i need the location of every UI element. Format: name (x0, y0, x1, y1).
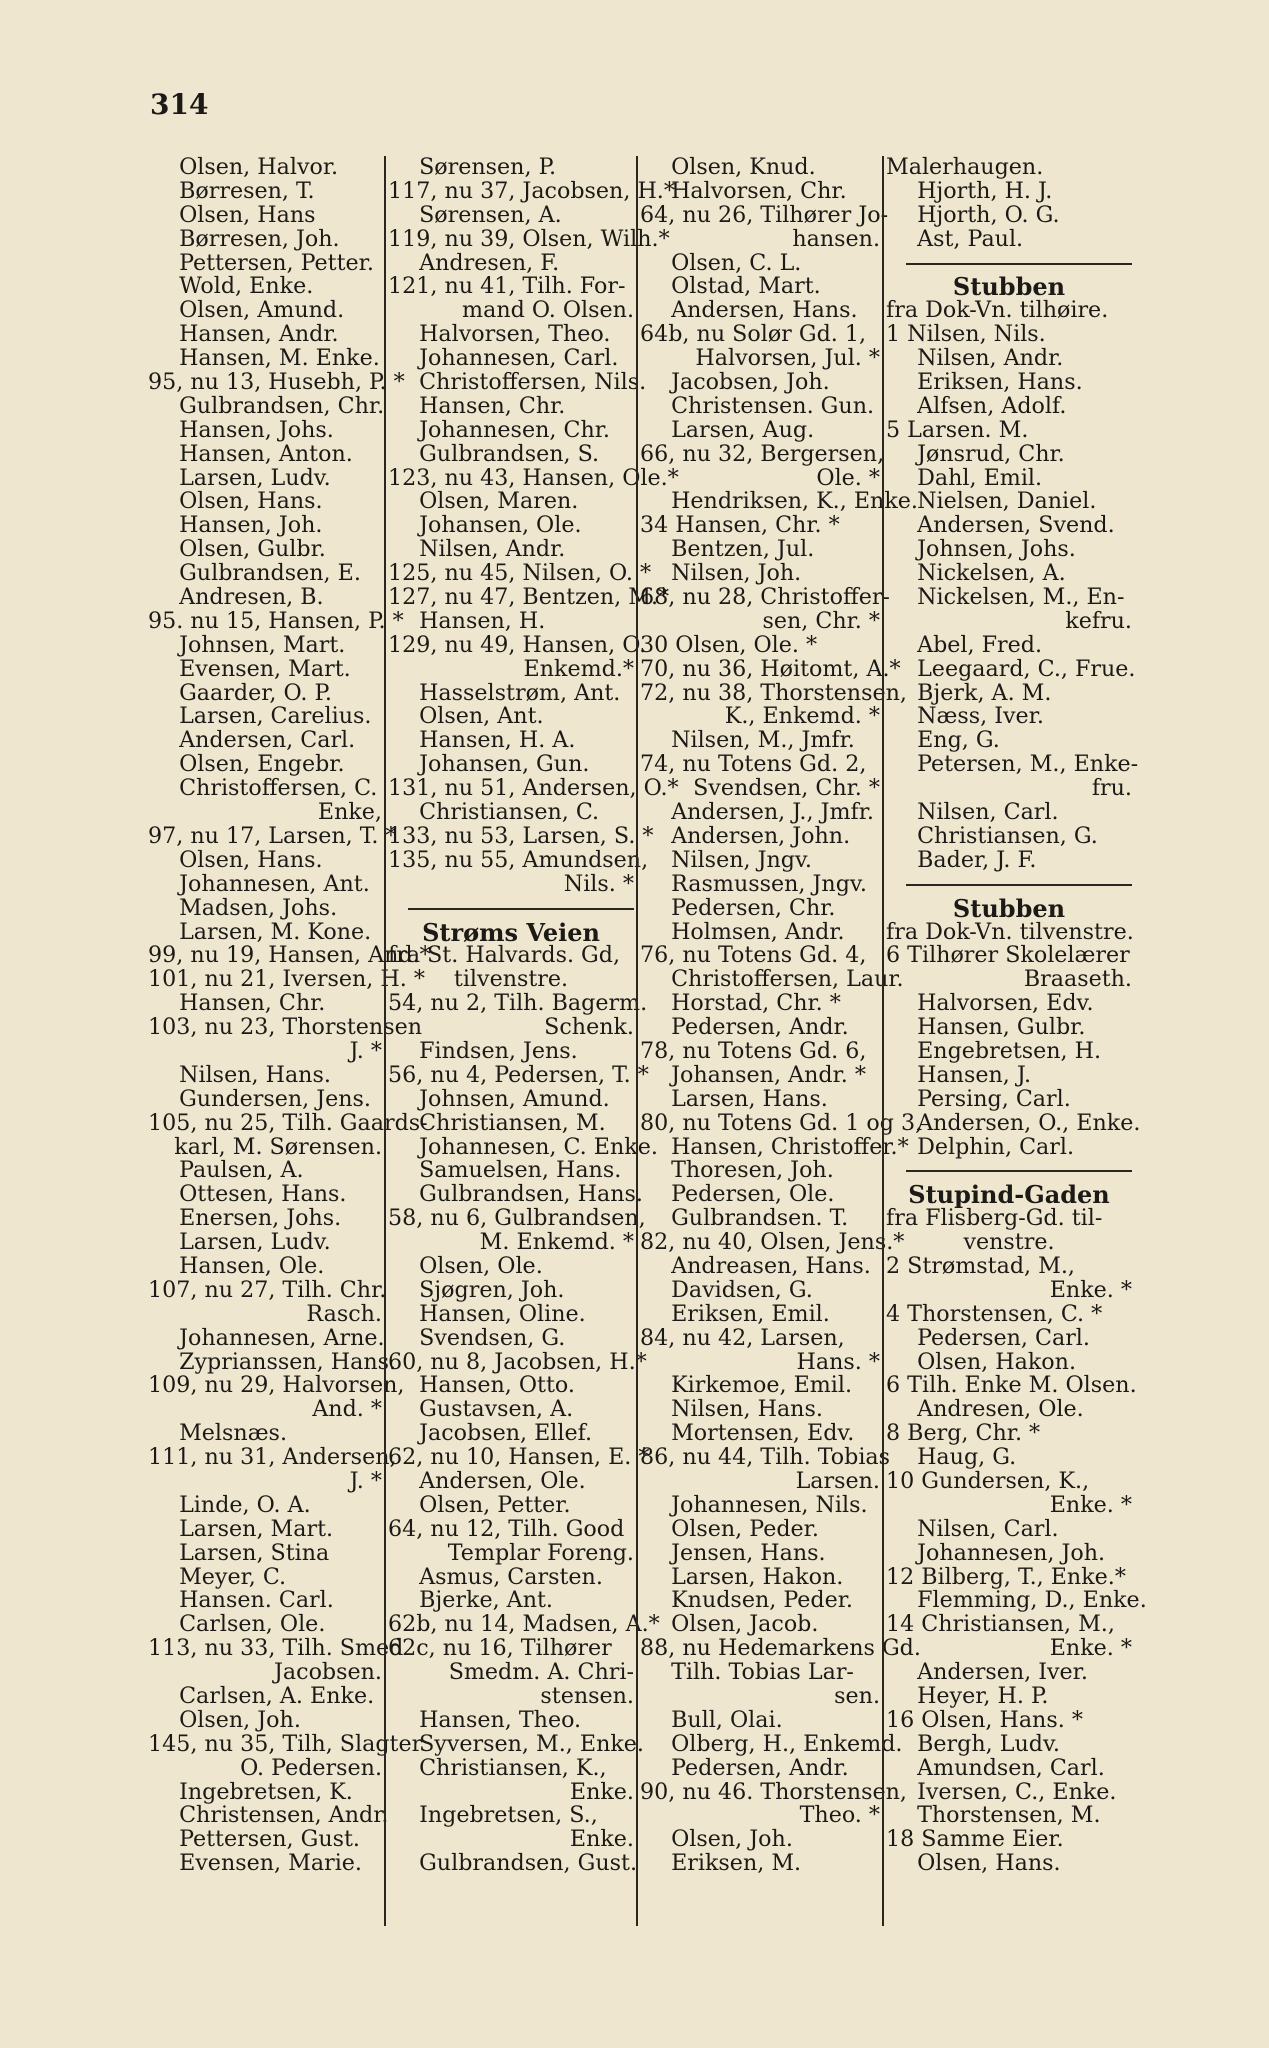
directory-line: 97, nu 17, Larsen, T. * (148, 822, 397, 849)
directory-line: Olsen, Hans (179, 201, 316, 228)
directory-line: Johannesen, Carl. (419, 345, 619, 372)
directory-line: Gulbrandsen, Chr. (179, 392, 385, 419)
directory-line: J. * (349, 1037, 382, 1064)
directory-line: Christoffersen, C. (179, 775, 378, 802)
directory-line: Johnsen, Amund. (419, 1085, 610, 1112)
directory-line: Nilsen, Joh. (671, 560, 802, 587)
directory-line: Bjerk, A. M. (917, 679, 1052, 706)
directory-line: Nilsen, M., Jmfr. (671, 727, 855, 754)
directory-line: sen, Chr. * (762, 607, 880, 634)
directory-line: Olsen, Maren. (419, 488, 579, 515)
directory-line: 127, nu 47, Bentzen, M.* (388, 584, 670, 611)
directory-line: 101, nu 21, Iversen, H. * (148, 966, 425, 993)
directory-line: 62b, nu 14, Madsen, A.* (388, 1611, 660, 1638)
directory-line: Johansen, Ole. (419, 512, 582, 539)
directory-line: Olsen, Amund. (179, 297, 345, 324)
directory-line: 10 Gundersen, K., (886, 1467, 1090, 1494)
directory-line: Hansen, J. (917, 1061, 1032, 1088)
directory-line: Horstad, Chr. * (671, 990, 841, 1017)
directory-line: Evensen, Marie. (179, 1850, 362, 1877)
directory-line: Olstad, Mart. (671, 273, 821, 300)
directory-line: Olsen, Engebr. (179, 751, 345, 778)
directory-line: Johansen, Gun. (419, 751, 590, 778)
directory-line: Enke. (569, 1826, 634, 1853)
directory-line: 109, nu 29, Halvorsen, (148, 1372, 405, 1399)
directory-line: 90, nu 46. Thorstensen, (640, 1778, 907, 1805)
directory-line: Johannesen, Chr. (419, 416, 610, 443)
directory-line: Halvorsen, Jul. * (695, 345, 880, 372)
directory-line: Melsnæs. (179, 1420, 287, 1447)
directory-line: Hansen, Otto. (419, 1372, 575, 1399)
street-heading: Stubben (952, 272, 1066, 302)
directory-line: Hjorth, H. J. (917, 177, 1053, 204)
directory-line: 117, nu 37, Jacobsen, H.* (388, 177, 675, 204)
directory-line: Jacobsen. (274, 1659, 382, 1686)
directory-line: mand O. Olsen. (462, 297, 634, 324)
directory-line: Rasmussen, Jngv. (671, 870, 867, 897)
directory-line: Hansen, H. A. (419, 727, 576, 754)
directory-line: tilvenstre. (453, 966, 569, 993)
directory-line: Børresen, T. (179, 177, 315, 204)
directory-line: Hjorth, O. G. (917, 201, 1060, 228)
directory-line: Olberg, H., Enkemd. (671, 1730, 903, 1757)
directory-line: Hansen, Anton. (179, 440, 353, 467)
directory-line: Nils. * (563, 870, 634, 897)
directory-line: Olsen, C. L. (671, 249, 802, 276)
directory-line: 76, nu Totens Gd. 4, (640, 942, 867, 969)
directory-line: 88, nu Hedemarkens Gd. (640, 1635, 921, 1662)
directory-line: 64, nu 12, Tilh. Good (388, 1515, 625, 1542)
directory-line: 107, nu 27, Tilh. Chr. (148, 1276, 387, 1303)
directory-line: Bergh, Ludv. (917, 1730, 1060, 1757)
directory-column-2 (388, 154, 679, 1877)
directory-line: Gaarder, O. P. (179, 679, 332, 706)
directory-line: 62, nu 10, Hansen, E. * (388, 1444, 650, 1471)
directory-line: Enkemd.* (523, 655, 634, 682)
directory-line: 121, nu 41, Tilh. For- (388, 273, 626, 300)
directory-line: 129, nu 49, Hansen, O. (388, 631, 647, 658)
directory-line: Christiansen, M. (419, 1109, 606, 1136)
directory-line: 54, nu 2, Tilh. Bagerm. (388, 990, 648, 1017)
directory-line: Sjøgren, Joh. (419, 1276, 565, 1303)
directory-line: Hansen, Oline. (419, 1300, 586, 1327)
street-heading: Stupind-Gaden (908, 1180, 1110, 1210)
directory-line: Hansen, M. Enke. (179, 345, 380, 372)
directory-line: Kirkemoe, Emil. (671, 1372, 853, 1399)
directory-line: Persing, Carl. (917, 1085, 1071, 1112)
directory-line: Enke. (569, 1778, 634, 1805)
directory-line: Nielsen, Daniel. (917, 488, 1097, 515)
directory-line: Enke. * (1049, 1491, 1132, 1518)
directory-line: Gulbrandsen, Hans. (419, 1181, 643, 1208)
directory-line: 58, nu 6, Gulbrandsen, (388, 1205, 646, 1232)
directory-line: Eng, G. (917, 727, 1000, 754)
directory-line: Sørensen, P. (419, 154, 557, 180)
directory-line: Gundersen, Jens. (179, 1085, 371, 1112)
directory-column-1 (148, 154, 431, 1877)
directory-line: Ottesen, Hans. (179, 1181, 347, 1208)
directory-line: Andreasen, Hans. (671, 1252, 871, 1279)
directory-line: Hansen, H. (419, 607, 546, 634)
directory-line: Næss, Iver. (917, 703, 1044, 730)
directory-line: Larsen, Hakon. (671, 1563, 844, 1590)
directory-line: Iversen, C., Enke. (917, 1778, 1117, 1805)
directory-line: Gulbrandsen, E. (179, 560, 361, 587)
directory-line: Amundsen, Carl. (917, 1754, 1105, 1781)
directory-line: Bentzen, Jul. (671, 536, 815, 563)
section-rule (886, 1159, 1132, 1183)
directory-line: Pettersen, Petter. (179, 249, 374, 276)
directory-line: 84, nu 42, Larsen, (640, 1324, 845, 1351)
directory-line: 64b, nu Solør Gd. 1, (640, 321, 867, 348)
directory-line: hansen. (792, 225, 880, 252)
directory-line: Templar Foreng. (447, 1539, 634, 1566)
directory-line: 135, nu 55, Amundsen, (388, 846, 649, 873)
directory-line: Svendsen, Chr. * (693, 775, 880, 802)
directory-line: 30 Olsen, Ole. * (640, 631, 818, 658)
directory-line: fra Flisberg-Gd. til- (886, 1205, 1103, 1232)
section-rule (886, 873, 1132, 897)
directory-line: Larsen, Stina (179, 1539, 330, 1566)
directory-line: Andresen, Ole. (917, 1396, 1084, 1423)
directory-line: 8 Berg, Chr. * (886, 1420, 1041, 1447)
directory-line: Andersen, O., Enke. (917, 1109, 1141, 1136)
directory-line: Hendriksen, K., Enke. (671, 488, 918, 515)
directory-line: 80, nu Totens Gd. 1 og 3, (640, 1109, 923, 1136)
directory-line: Hans. * (796, 1348, 880, 1375)
directory-line: Samuelsen, Hans. (419, 1157, 622, 1184)
section-rule (886, 252, 1132, 276)
directory-line: Nickelsen, A. (917, 560, 1066, 587)
directory-line: Wold, Enke. (179, 273, 314, 300)
directory-line: 14 Christiansen, M., (886, 1611, 1115, 1638)
directory-line: Larsen, Ludv. (179, 464, 331, 491)
directory-line: 16 Olsen, Hans. * (886, 1706, 1083, 1733)
directory-line: Christoffersen, Laur. (671, 966, 904, 993)
directory-line: Johnsen, Mart. (179, 631, 346, 658)
directory-line: Leegaard, C., Frue. (917, 655, 1136, 682)
directory-line: Olsen, Gulbr. (179, 536, 326, 563)
directory-line: Johannesen, Ant. (179, 870, 370, 897)
directory-line: Petersen, M., Enke- (917, 751, 1139, 778)
directory-line: Enke. * (1049, 1635, 1132, 1662)
street-heading: Strøms Veien (422, 917, 600, 947)
directory-line: Andersen, Hans. (671, 297, 858, 324)
directory-line: Asmus, Carsten. (419, 1563, 603, 1590)
directory-line: Pedersen, Andr. (671, 1754, 849, 1781)
directory-line: Enersen, Johs. (179, 1205, 342, 1232)
directory-line: 86, nu 44, Tilh. Tobias (640, 1444, 891, 1471)
directory-line: Meyer, C. (179, 1563, 287, 1590)
directory-line: Olsen, Hans. (179, 488, 323, 515)
directory-line: 119, nu 39, Olsen, Wilh.* (388, 225, 670, 252)
directory-line: Thorstensen, M. (917, 1802, 1101, 1829)
directory-line: Hansen, Chr. (419, 392, 566, 419)
directory-line: Olsen, Jacob. (671, 1611, 819, 1638)
directory-line: Nilsen, Andr. (419, 536, 566, 563)
directory-line: 95. nu 15, Hansen, P. * (148, 607, 404, 634)
directory-line: Christiansen, K., (419, 1754, 607, 1781)
directory-line: Johannesen, Nils. (671, 1491, 868, 1518)
directory-line: Braaseth. (1023, 966, 1132, 993)
directory-line: Carlsen, Ole. (179, 1611, 326, 1638)
directory-line: 64, nu 26, Tilhører Jo- (640, 201, 889, 228)
directory-line: Engebretsen, H. (917, 1037, 1102, 1064)
directory-line: Findsen, Jens. (419, 1037, 578, 1064)
directory-line: Olsen, Ole. (419, 1252, 543, 1279)
directory-line: Thoresen, Joh. (671, 1157, 834, 1184)
directory-line: 12 Bilberg, T., Enke.* (886, 1563, 1126, 1590)
directory-line: Nilsen, Hans. (671, 1396, 823, 1423)
directory-line: Heyer, H. P. (917, 1683, 1049, 1709)
directory-line: Bull, Olai. (671, 1706, 783, 1733)
directory-line: Ast, Paul. (917, 225, 1024, 252)
directory-line: stensen. (540, 1683, 634, 1709)
directory-line: 60, nu 8, Jacobsen, H.* (388, 1348, 647, 1375)
directory-line: karl, M. Sørensen. (174, 1133, 382, 1160)
directory-line: Linde, O. A. (179, 1491, 311, 1518)
directory-line: Flemming, D., Enke. (917, 1587, 1147, 1614)
directory-line: fra Dok-Vn. tilvenstre. (886, 918, 1134, 945)
directory-line: Hasselstrøm, Ant. (419, 679, 621, 706)
directory-line: Olsen, Knud. (671, 154, 816, 180)
directory-line: 133, nu 53, Larsen, S. * (388, 822, 654, 849)
directory-line: Gustavsen, A. (419, 1396, 574, 1423)
directory-line: Larsen, M. Kone. (179, 918, 372, 945)
directory-line: 95, nu 13, Husebh, P. * (148, 369, 405, 396)
directory-line: Ole. * (816, 464, 880, 491)
directory-line: venstre. (963, 1229, 1055, 1256)
directory-line: Nilsen, Carl. (917, 1515, 1059, 1542)
directory-line: Jønsrud, Chr. (917, 440, 1065, 467)
directory-line: 70, nu 36, Høitomt, A.* (640, 655, 901, 682)
directory-line: 1 Nilsen, Nils. (886, 321, 1046, 348)
directory-line: Andresen, B. (179, 584, 324, 611)
directory-line: Olsen, Petter. (419, 1491, 571, 1518)
directory-line: Rasch. (306, 1300, 382, 1327)
directory-line: Knudsen, Peder. (671, 1587, 853, 1614)
directory-column-3 (640, 154, 923, 1877)
directory-line: Hansen, Christoffer.* (671, 1133, 909, 1160)
directory-line: 103, nu 23, Thorstensen (148, 1014, 423, 1041)
directory-line: Larsen. (795, 1467, 880, 1494)
directory-line: Christoffersen, Nils. (419, 369, 647, 396)
directory-line: Eriksen, M. (671, 1850, 802, 1877)
directory-line: 66, nu 32, Bergersen, (640, 440, 885, 467)
directory-line: Mortensen, Edv. (671, 1420, 855, 1447)
directory-line: 68, nu 28, Christoffer- (640, 584, 890, 611)
directory-line: Andersen, Iver. (917, 1659, 1088, 1686)
directory-line: Johannesen, Joh. (917, 1539, 1106, 1566)
directory-line: Nilsen, Andr. (917, 345, 1064, 372)
directory-line: Børresen, Joh. (179, 225, 340, 252)
directory-line: Larsen, Mart. (179, 1515, 334, 1542)
directory-line: 145, nu 35, Tilh, Slagter (148, 1730, 423, 1757)
directory-line: Olsen, Hans. (917, 1850, 1061, 1877)
directory-line: Davidsen, G. (671, 1276, 813, 1303)
directory-line: Christensen, Andr. (179, 1802, 389, 1829)
directory-column-4 (886, 154, 1147, 1877)
directory-line: Evensen, Mart. (179, 655, 351, 682)
directory-line: Olsen, Hans. (179, 846, 323, 873)
directory-line: Sørensen, A. (419, 201, 562, 228)
directory-line: Andersen, John. (671, 822, 851, 849)
directory-line: fra Dok-Vn. tilhøire. (886, 297, 1109, 324)
directory-line: Pedersen, Ole. (671, 1181, 835, 1208)
directory-line: Christiansen, C. (419, 799, 600, 826)
directory-line: 131, nu 51, Andersen, O.* (388, 775, 679, 802)
directory-line: Theo. * (799, 1802, 880, 1829)
directory-line: Ingebretsen, K. (179, 1778, 353, 1805)
directory-line: Halvorsen, Edv. (917, 990, 1094, 1017)
directory-line: 6 Tilhører Skolelærer (886, 942, 1130, 969)
directory-line: Olsen, Joh. (671, 1826, 793, 1853)
directory-line: Tilh. Tobias Lar- (671, 1659, 854, 1686)
directory-line: Enke, (317, 799, 382, 826)
directory-line: Bjerke, Ant. (419, 1587, 553, 1614)
directory-line: 82, nu 40, Olsen, Jens.* (640, 1229, 905, 1256)
directory-line: 125, nu 45, Nilsen, O. * (388, 560, 652, 587)
directory-line: Olsen, Ant. (419, 703, 544, 730)
directory-line: 105, nu 25, Tilh. Gaards- (148, 1109, 428, 1136)
directory-line: Paulsen, A. (179, 1157, 304, 1184)
directory-line: Hansen, Andr. (179, 321, 339, 348)
directory-line: Larsen, Carelius. (179, 703, 372, 730)
directory-line: Jensen, Hans. (671, 1539, 826, 1566)
directory-line: Malerhaugen. (886, 154, 1044, 180)
directory-line: Larsen, Aug. (671, 416, 815, 443)
directory-line: Smedm. A. Chri- (448, 1659, 634, 1686)
directory-line: Johannesen, Arne. (179, 1324, 385, 1351)
directory-line: Nilsen, Hans. (179, 1061, 331, 1088)
directory-line: Haug, G. (917, 1444, 1017, 1471)
directory-line: 56, nu 4, Pedersen, T. * (388, 1061, 649, 1088)
street-heading: Stubben (952, 893, 1066, 923)
directory-line: Christiansen, G. (917, 822, 1098, 849)
directory-line: 62c, nu 16, Tilhører (388, 1635, 612, 1662)
directory-line: kefru. (1065, 607, 1132, 634)
directory-line: Hansen, Joh. (179, 512, 323, 539)
directory-line: Halvorsen, Theo. (419, 321, 611, 348)
directory-line: Eriksen, Emil. (671, 1300, 830, 1327)
directory-line: Andersen, J., Jmfr. (671, 799, 874, 826)
directory-line: Johannesen, C. Enke. (419, 1133, 658, 1160)
directory-line: Bader, J. F. (917, 846, 1037, 873)
directory-line: 34 Hansen, Chr. * (640, 512, 840, 539)
directory-line: J. * (349, 1467, 382, 1494)
column-divider (882, 156, 884, 1926)
directory-line: Nickelsen, M., En- (917, 584, 1125, 611)
directory-line: Eriksen, Hans. (917, 369, 1083, 396)
directory-line: M. Enkemd. * (479, 1229, 634, 1256)
directory-line: Ingebretsen, S., (419, 1802, 598, 1829)
directory-line: Zyprianssen, Hans. (179, 1348, 397, 1375)
directory-line: Christensen. Gun. (671, 392, 875, 419)
directory-line: 6 Tilh. Enke M. Olsen. (886, 1372, 1137, 1399)
directory-line: Jacobsen, Joh. (671, 369, 830, 396)
directory-line: Hansen, Johs. (179, 416, 334, 443)
directory-line: O. Pedersen. (240, 1754, 382, 1781)
directory-line: 113, nu 33, Tilh. Smed (148, 1635, 404, 1662)
directory-line: Olsen, Hakon. (917, 1348, 1076, 1375)
column-divider (384, 156, 386, 1926)
directory-line: Olsen, Joh. (179, 1706, 301, 1733)
directory-line: Dahl, Emil. (917, 464, 1043, 491)
directory-line: Jacobsen, Ellef. (419, 1420, 593, 1447)
directory-line: Andersen, Carl. (179, 727, 356, 754)
directory-line: Svendsen, G. (419, 1324, 566, 1351)
directory-line: Madsen, Johs. (179, 894, 338, 921)
directory-line: Carlsen, A. Enke. (179, 1683, 375, 1709)
directory-line: 111, nu 31, Andersen, (148, 1444, 397, 1471)
directory-line: Johnsen, Johs. (917, 536, 1076, 563)
directory-line: fra St. Halvards. Gd, (388, 942, 621, 969)
directory-line: Andersen, Svend. (917, 512, 1115, 539)
directory-line: Nilsen, Carl. (917, 799, 1059, 826)
directory-line: Hansen, Chr. (179, 990, 326, 1017)
directory-line: Gulbrandsen, S. (419, 440, 600, 467)
directory-line: Larsen, Hans. (671, 1085, 828, 1112)
directory-line: Schenk. (544, 1014, 634, 1041)
directory-line: 74, nu Totens Gd. 2, (640, 751, 867, 778)
directory-line: 78, nu Totens Gd. 6, (640, 1037, 867, 1064)
directory-line: 72, nu 38, Thorstensen, (640, 679, 907, 706)
directory-line: Gulbrandsen, Gust. (419, 1850, 637, 1877)
directory-line: 2 Strømstad, M., (886, 1252, 1075, 1279)
directory-line: And. * (312, 1396, 382, 1423)
directory-line: 18 Samme Eier. (886, 1826, 1064, 1853)
section-rule (388, 897, 634, 921)
directory-line: Johansen, Andr. * (671, 1061, 866, 1088)
directory-line: Delphin, Carl. (917, 1133, 1075, 1160)
directory-line: Olsen, Halvor. (179, 154, 339, 180)
directory-line: Pedersen, Andr. (671, 1014, 849, 1041)
page-number: 314 (150, 88, 209, 121)
directory-line: Pedersen, Carl. (917, 1324, 1090, 1351)
directory-line: Hansen, Theo. (419, 1706, 582, 1733)
directory-line: Pettersen, Gust. (179, 1826, 360, 1853)
directory-line: Hansen. Carl. (179, 1587, 334, 1614)
directory-line: Larsen, Ludv. (179, 1229, 331, 1256)
directory-line: Pedersen, Chr. (671, 894, 836, 921)
directory-line: Nilsen, Jngv. (671, 846, 812, 873)
directory-line: K., Enkemd. * (724, 703, 880, 730)
directory-line: Holmsen, Andr. (671, 918, 845, 945)
directory-line: Hansen, Gulbr. (917, 1014, 1086, 1041)
directory-line: Andersen, Ole. (419, 1467, 586, 1494)
directory-line: 99, nu 19, Hansen, And.* (148, 942, 431, 969)
directory-line: Hansen, Ole. (179, 1252, 325, 1279)
directory-line: Abel, Fred. (917, 631, 1043, 658)
directory-line: Syversen, M., Enke. (419, 1730, 644, 1757)
column-divider (636, 156, 638, 1926)
directory-line: Olsen, Peder. (671, 1515, 819, 1542)
directory-line: Gulbrandsen. T. (671, 1205, 849, 1232)
directory-line: 4 Thorstensen, C. * (886, 1300, 1103, 1327)
directory-line: Alfsen, Adolf. (917, 392, 1067, 419)
directory-line: Andresen, F. (419, 249, 560, 276)
directory-line: Halvorsen, Chr. (671, 177, 847, 204)
directory-line: sen. (834, 1683, 880, 1709)
directory-line: fru. (1091, 775, 1132, 802)
directory-line: 123, nu 43, Hansen, Ole.* (388, 464, 679, 491)
directory-line: Enke. * (1049, 1276, 1132, 1303)
directory-line: 5 Larsen. M. (886, 416, 1029, 443)
